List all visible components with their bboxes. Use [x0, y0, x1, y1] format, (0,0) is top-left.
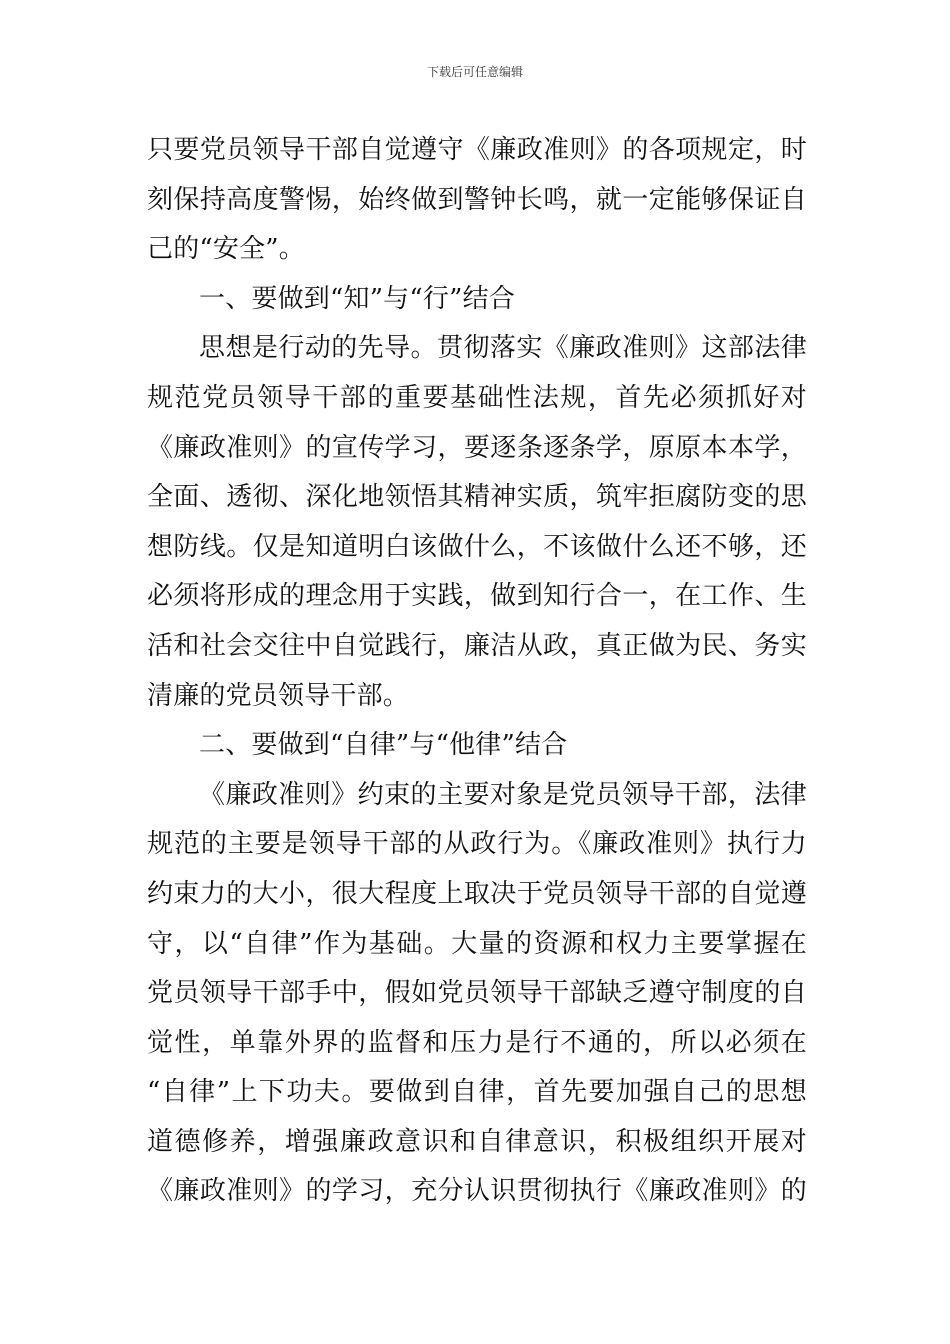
- text-line: 刻保持高度警惕，始终做到警钟长鸣，就一定能够保证自: [147, 184, 807, 215]
- text-line: 必须将形成的理念用于实践，做到知行合一，在工作、生: [147, 581, 807, 612]
- text-line: 只要党员领导干部自觉遵守《廉政准则》的各项规定，时: [147, 135, 807, 165]
- text-line: 全面、透彻、深化地领悟其精神实质，筑牢拒腐防变的思: [147, 482, 807, 513]
- paragraph-first-line: 《廉政准则》约束的主要对象是党员领导干部，法律: [199, 779, 807, 810]
- text-line: 清廉的党员领导干部。: [147, 680, 410, 711]
- text-line: 想防线。仅是知道明白该做什么，不该做什么还不够，还: [147, 531, 807, 562]
- text-line: 守，以“自律”作为基础。大量的资源和权力主要掌握在: [147, 928, 807, 959]
- text-line: 规范党员领导干部的重要基础性法规，首先必须抓好对: [147, 382, 807, 413]
- text-line: 《廉政准则》的宣传学习，要逐条逐条学，原原本本学，: [147, 432, 807, 463]
- text-line: 《廉政准则》的学习，充分认识贯彻执行《廉政准则》的: [147, 1176, 807, 1207]
- text-line: 党员领导干部手中，假如党员领导干部缺乏遵守制度的自: [147, 978, 807, 1009]
- paragraph-first-line: 思想是行动的先导。贯彻落实《廉政准则》这部法律: [199, 333, 807, 364]
- text-line: 约束力的大小，很大程度上取决于党员领导干部的自觉遵: [147, 878, 807, 909]
- text-line: 己的“安全”。: [147, 234, 305, 265]
- text-line: 觉性，单靠外界的监督和压力是行不通的，所以必须在: [147, 1027, 807, 1058]
- text-line: 活和社会交往中自觉践行，廉洁从政，真正做为民、务实: [147, 630, 807, 661]
- text-line: “自律”上下功夫。要做到自律，首先要加强自己的思想: [147, 1077, 807, 1108]
- section-heading: 一、要做到“知”与“行”结合: [199, 283, 515, 314]
- section-heading: 二、要做到“自律”与“他律”结合: [199, 730, 568, 761]
- text-line: 道德修养，增强廉政意识和自律意识，积极组织开展对: [147, 1126, 807, 1157]
- document-body: [147, 126, 807, 1217]
- text-line: 规范的主要是领导干部的从政行为。《廉政准则》执行力: [147, 829, 807, 860]
- page-header-note: 下载后可任意编辑: [426, 65, 523, 79]
